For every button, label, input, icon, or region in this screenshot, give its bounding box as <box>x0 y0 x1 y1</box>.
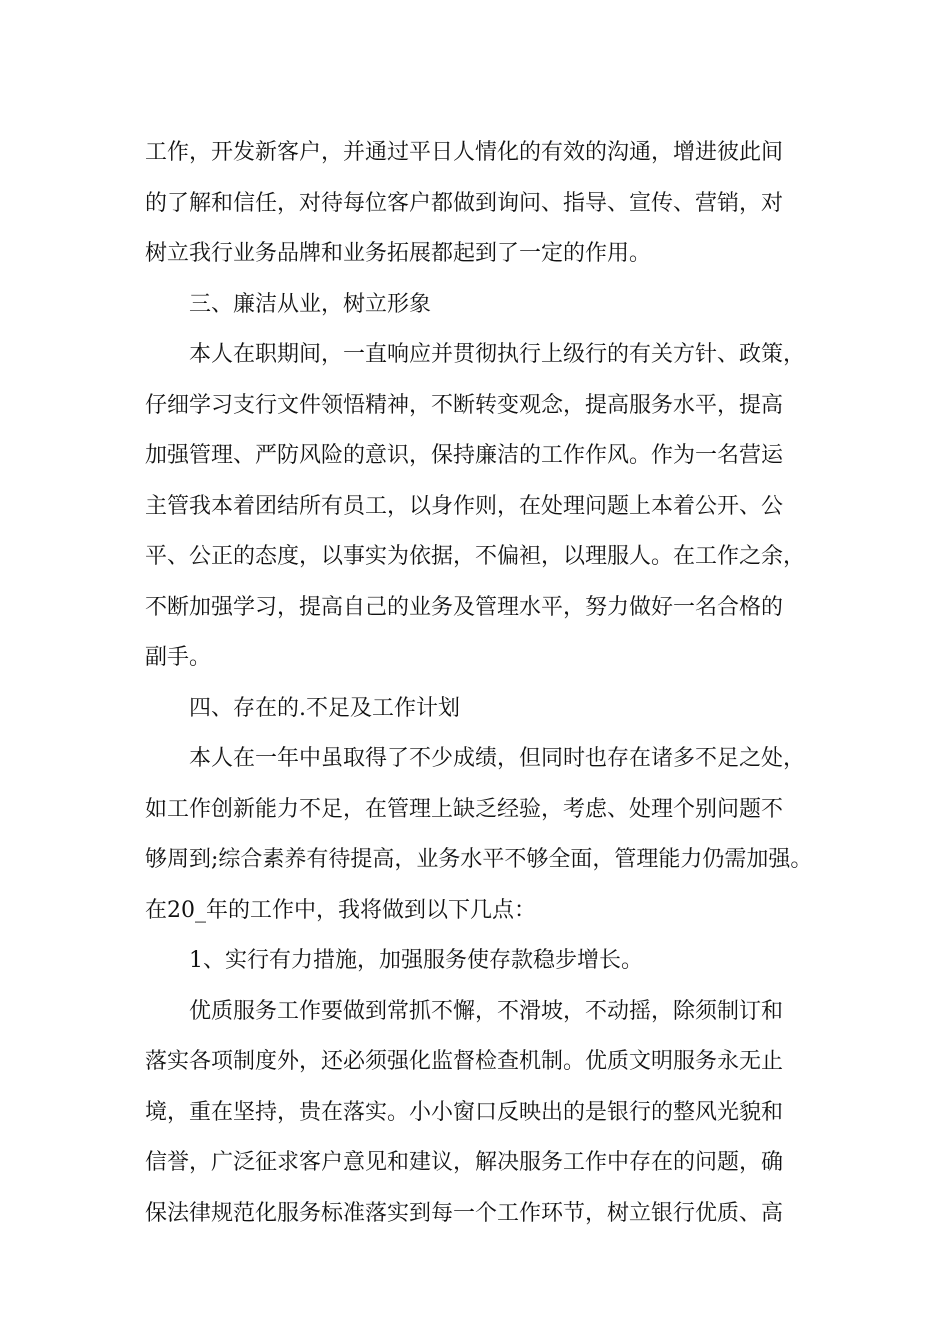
text-line: 落实各项制度外，还必须强化监督检查机制。优质文明服务永无止 <box>145 1049 784 1074</box>
text-line: 保法律规范化服务标准落实到每一个工作环节，树立银行优质、高 <box>145 1200 784 1226</box>
text-line: 副手。 <box>145 645 212 670</box>
text-line: 本人在一年中虽取得了不少成绩，但同时也存在诸多不足之处， <box>189 746 806 771</box>
text-line: 在20_年的工作中，我将做到以下几点： <box>145 897 536 923</box>
text-line: 主管我本着团结所有员工，以身作则，在处理问题上本着公开、公 <box>145 493 784 519</box>
text-line: 本人在职期间，一直响应并贯彻执行上级行的有关方针、政策， <box>189 342 806 367</box>
list-item-heading: 1、实行有力措施，加强服务使存款稳步增长。 <box>189 948 643 973</box>
text-line: 的了解和信任，对待每位客户都做到询问、指导、宣传、营销，对 <box>145 190 784 216</box>
text-line: 树立我行业务品牌和业务拓展都起到了一定的作用。 <box>145 241 652 266</box>
text-line: 境，重在坚持，贵在落实。小小窗口反映出的是银行的整风光貌和 <box>145 1099 784 1125</box>
text-line: 工作，开发新客户，并通过平日人情化的有效的沟通，增进彼此间 <box>145 140 784 165</box>
text-line: 不断加强学习，提高自己的业务及管理水平，努力做好一名合格的 <box>145 594 784 620</box>
document-body <box>145 128 825 1239</box>
text-line: 平、公正的态度，以事实为依据，不偏袒，以理服人。在工作之余， <box>145 544 806 569</box>
text-line: 仔细学习支行文件领悟精神，不断转变观念，提高服务水平，提高 <box>145 392 784 418</box>
section-heading: 三、廉洁从业，树立形象 <box>189 291 432 317</box>
text-line: 够周到;综合素养有待提高，业务水平不够全面，管理能力仍需加强。 <box>145 847 813 872</box>
text-line: 优质服务工作要做到常抓不懈，不滑坡，不动摇，除须制订和 <box>189 998 784 1024</box>
section-heading: 四、存在的.不足及工作计划 <box>189 695 460 721</box>
text-line: 信誉，广泛征求客户意见和建议，解决服务工作中存在的问题，确 <box>145 1150 784 1175</box>
text-line: 加强管理、严防风险的意识，保持廉洁的工作作风。作为一名营运 <box>145 443 784 468</box>
text-line: 如工作创新能力不足，在管理上缺乏经验，考虑、处理个别问题不 <box>145 796 784 822</box>
